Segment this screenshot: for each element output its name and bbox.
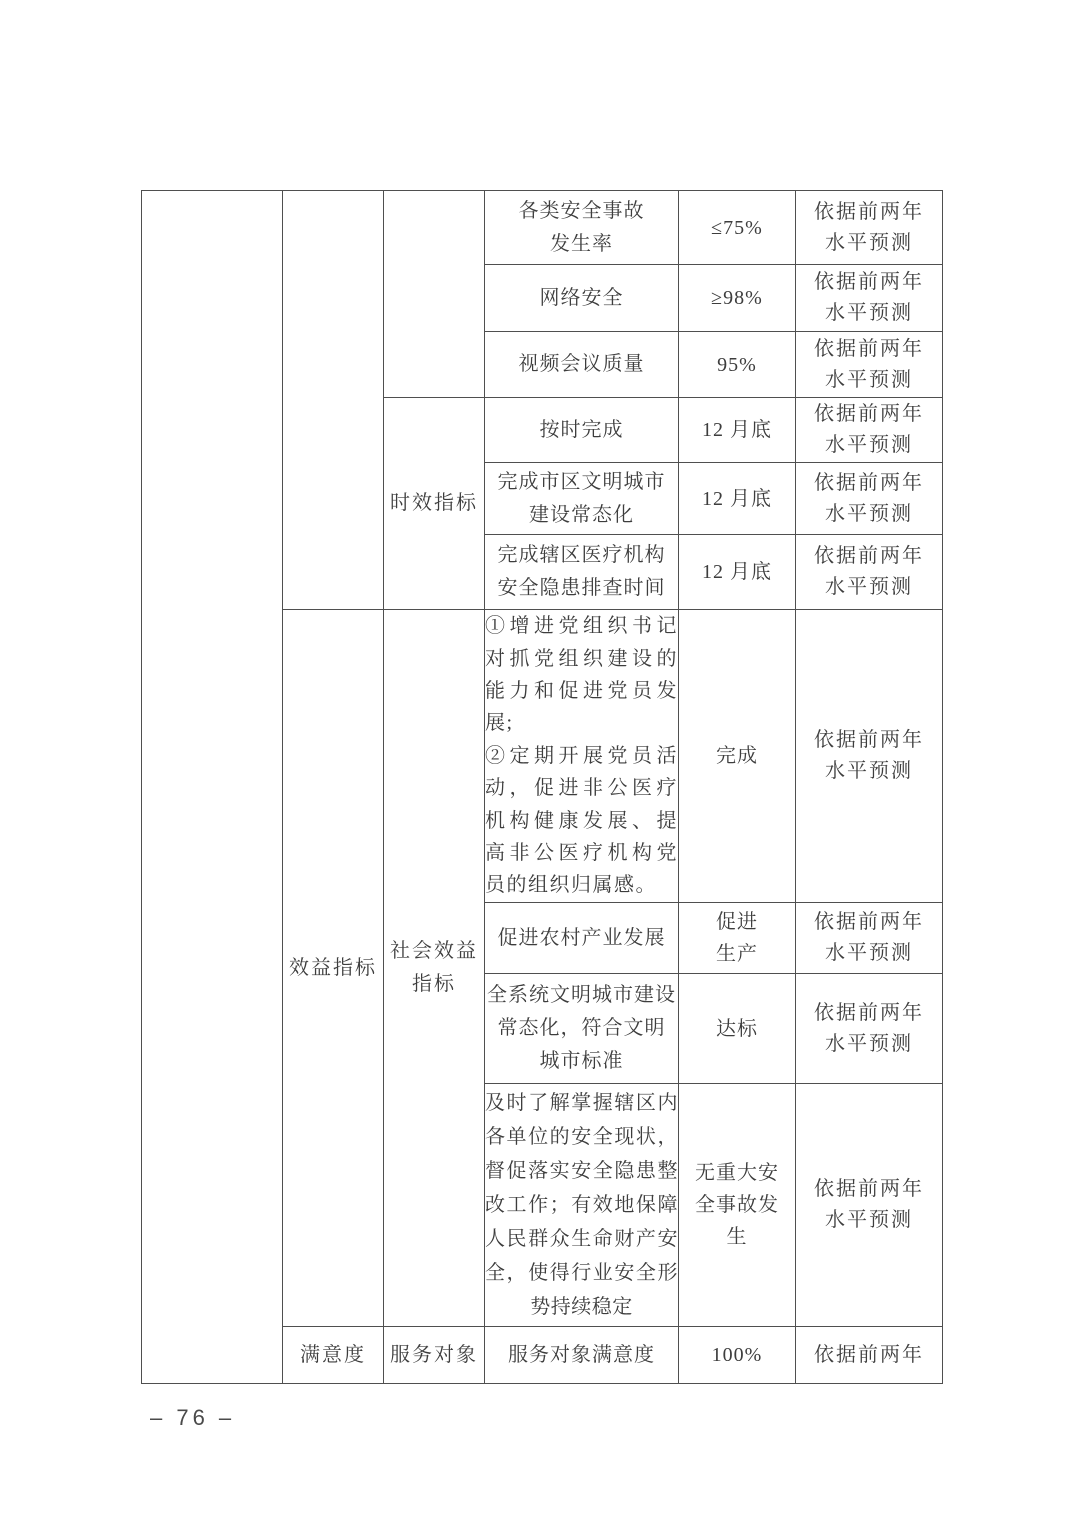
indicator-cell (485, 463, 679, 535)
indicator-cell (485, 610, 679, 903)
target-value-line: 12 月底 (702, 487, 772, 510)
indicator-line: 安全隐患排查时间 (497, 577, 666, 599)
indicator-line: 完成市区文明城市 (497, 470, 666, 493)
basis-line: 水平预测 (825, 231, 913, 254)
indicator-line: 建设常态化 (529, 503, 634, 526)
basis-cell (796, 903, 943, 974)
basis-line: 依据前两年 (814, 1001, 924, 1024)
basis-cell (796, 610, 943, 903)
basis-cell (796, 398, 943, 463)
basis-cell (796, 332, 943, 398)
indicator-cell (485, 332, 679, 398)
basis-line: 水平预测 (825, 942, 913, 964)
target-value-line: 生 (726, 1226, 748, 1248)
basis-line: 水平预测 (825, 760, 913, 782)
basis-cell (796, 535, 943, 610)
basis-line: 水平预测 (825, 434, 913, 456)
target-value-line: 全事故发 (695, 1194, 779, 1216)
target-value-line: 95% (717, 353, 757, 376)
target-value-cell (679, 1327, 796, 1384)
target-value-cell (679, 463, 796, 535)
subcategory-label-line: 指标 (412, 973, 456, 995)
indicator-line: 视频会议质量 (518, 353, 645, 375)
indicator-line: 城市标准 (539, 1050, 624, 1072)
indicator-cell (485, 974, 679, 1084)
basis-cell (796, 463, 943, 535)
indicator-line: 促进农村产业发展 (497, 926, 666, 949)
target-value-line: 生产 (716, 943, 758, 965)
subcategory-label: 服务对象 (390, 1343, 478, 1366)
target-value-cell (679, 974, 796, 1084)
indicator-paragraph: ②定期开展党员活动，促进非公医疗机构健康发展、提高非公医疗机构党员的组织归属感。 (485, 744, 678, 897)
indicator-cell (485, 1327, 679, 1384)
subcategory-cell-timeliness (384, 398, 485, 610)
basis-line: 依据前两年 (814, 545, 924, 567)
indicator-cell (485, 398, 679, 463)
basis-line: 水平预测 (825, 1209, 913, 1231)
subcategory-label: 时效指标 (390, 492, 478, 514)
indicator-cell (485, 535, 679, 610)
indicator-cell (485, 265, 679, 332)
target-value-cell (679, 191, 796, 265)
target-value-line: 100% (711, 1344, 763, 1366)
basis-line: 依据前两年 (814, 271, 924, 293)
performance-indicator-table (141, 190, 943, 1384)
page-number: – 76 – (150, 1405, 236, 1430)
target-value-line: 12 月底 (702, 561, 772, 583)
indicator-paragraph: 及时了解掌握辖区内各单位的安全现状，督促落实安全隐患整改工作；有效地保障人民群众生命财产安全，使得行业安全形势持续稳定 (485, 1092, 678, 1318)
target-value-cell (679, 610, 796, 903)
basis-line: 依据前两年 (814, 729, 924, 751)
category-cell-empty (283, 191, 384, 610)
basis-cell (796, 265, 943, 332)
target-value-line: 无重大安 (695, 1162, 779, 1184)
basis-line: 水平预测 (825, 368, 913, 391)
basis-cell (796, 974, 943, 1084)
target-value-line: ≥98% (711, 287, 763, 309)
indicator-line: 发生率 (550, 232, 613, 255)
basis-line: 依据前两年 (814, 471, 924, 494)
basis-line: 依据前两年 (814, 200, 924, 223)
basis-line: 依据前两年 (814, 911, 924, 933)
target-value-cell (679, 398, 796, 463)
subcategory-cell-empty (384, 191, 485, 398)
basis-line: 水平预测 (825, 576, 913, 598)
subcategory-label-line: 社会效益 (390, 940, 478, 962)
basis-line: 水平预测 (825, 302, 913, 324)
basis-line: 依据前两年 (814, 1178, 924, 1200)
indicator-cell (485, 1084, 679, 1327)
indicator-line: 完成辖区医疗机构 (497, 544, 666, 566)
indicator-cell (485, 903, 679, 974)
category-cell-satisfaction (283, 1327, 384, 1384)
category-label: 满意度 (300, 1343, 366, 1366)
table-row (142, 191, 943, 265)
basis-cell (796, 1084, 943, 1327)
target-value-line: 促进 (716, 911, 758, 933)
basis-cell (796, 1327, 943, 1384)
indicator-line: 常态化，符合文明 (497, 1017, 666, 1039)
indicator-cell (485, 191, 679, 265)
target-value-line: 12 月底 (702, 419, 772, 441)
indicator-line: 服务对象满意度 (508, 1343, 655, 1366)
category-label: 效益指标 (289, 956, 377, 979)
basis-line: 水平预测 (825, 1032, 913, 1055)
category-cell-benefit (283, 610, 384, 1327)
subcategory-cell-service-target (384, 1327, 485, 1384)
basis-line: 依据前两年 (814, 403, 924, 425)
basis-cell (796, 191, 943, 265)
basis-line: 依据前两年 (814, 337, 924, 360)
basis-line: 依据前两年 (814, 1343, 924, 1366)
target-value-cell (679, 903, 796, 974)
left-margin-cell (142, 191, 283, 1384)
indicator-paragraph: ①增进党组织书记对抓党组织建设的能力和促进党员发展; (485, 615, 678, 735)
target-value-line: 完成 (716, 745, 758, 767)
indicator-line: 按时完成 (539, 418, 624, 441)
indicator-line: 网络安全 (539, 286, 624, 309)
target-value-cell (679, 1084, 796, 1327)
target-value-cell (679, 265, 796, 332)
subcategory-cell-social-benefit (384, 610, 485, 1327)
target-value-line: ≤75% (711, 216, 763, 239)
target-value-cell (679, 332, 796, 398)
target-value-cell (679, 535, 796, 610)
indicator-line: 各类安全事故 (518, 199, 645, 222)
indicator-line: 全系统文明城市建设 (487, 984, 676, 1006)
target-value-line: 达标 (716, 1017, 758, 1040)
basis-line: 水平预测 (825, 502, 913, 525)
